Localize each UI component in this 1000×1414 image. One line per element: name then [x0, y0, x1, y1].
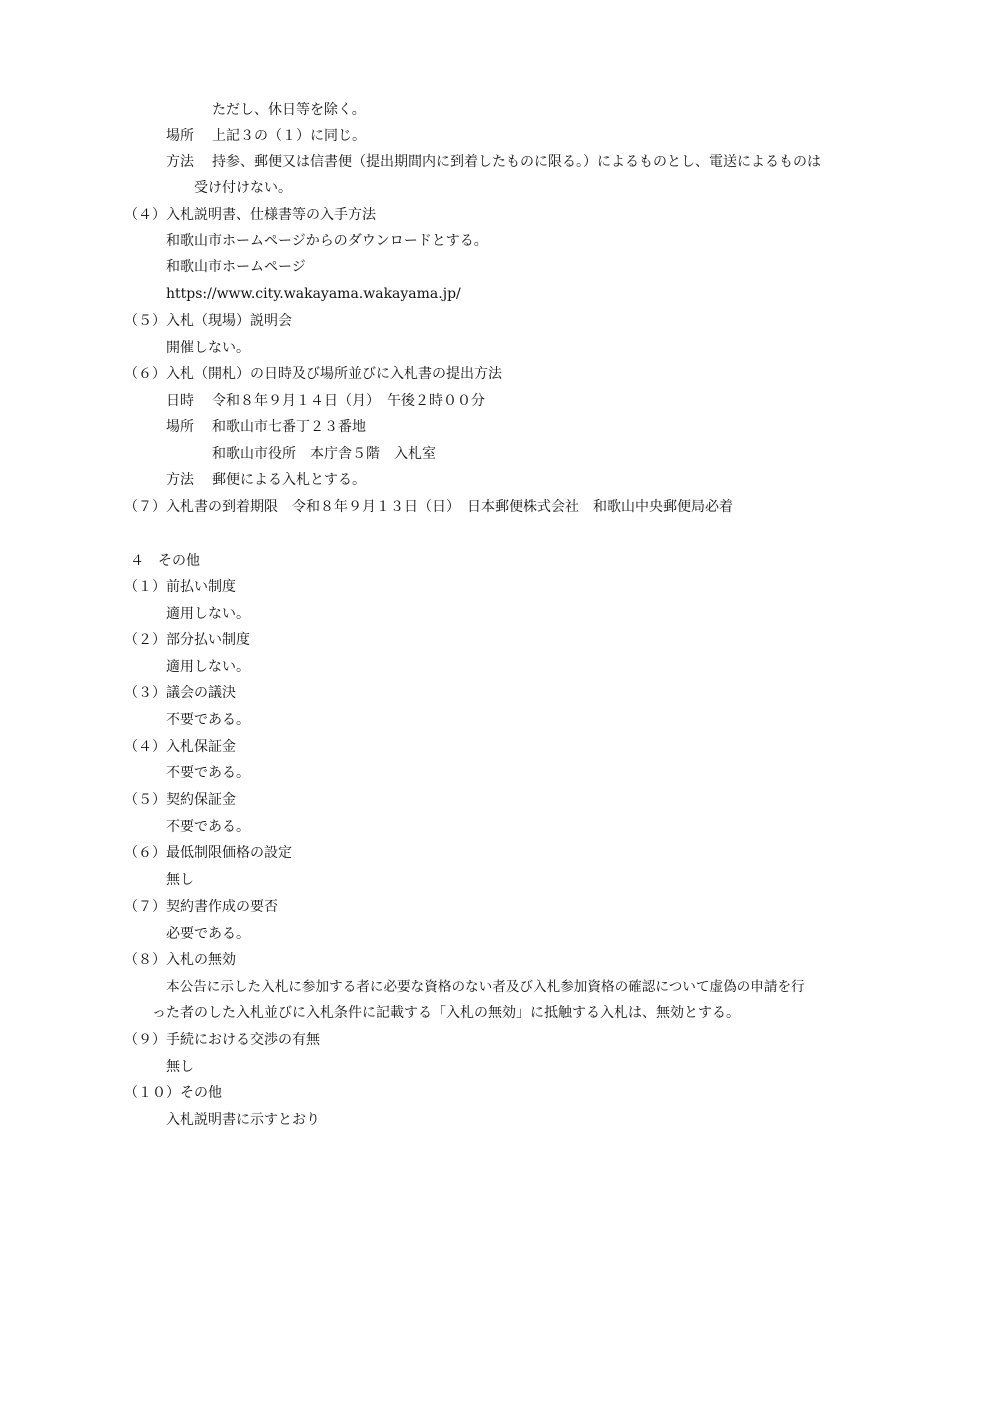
section4-item9-title: （９）手続における交渉の有無	[124, 1032, 320, 1048]
section4-item6-value: 無し	[166, 872, 194, 888]
place-label: 場所	[166, 128, 194, 144]
section4-item9-value: 無し	[166, 1059, 194, 1075]
item6-place-value1: 和歌山市七番丁２３番地	[212, 419, 366, 435]
section4-item8-title: （８）入札の無効	[124, 952, 236, 968]
section4-item10-title: （１０）その他	[124, 1085, 222, 1101]
section4-item1-title: （１）前払い制度	[124, 579, 236, 595]
method-value: 持参、郵便又は信書便（提出期間内に到着したものに限る。）によるものとし、電送によるものは	[212, 154, 821, 170]
item6-method	[166, 470, 366, 490]
submission-place	[166, 126, 366, 146]
section4-item1-value: 適用しない。	[166, 606, 250, 622]
item6-date-value: 令和８年９月１４日（月） 午後２時００分	[212, 393, 485, 409]
item4-title: （４）入札説明書、仕様書等の入手方法	[124, 207, 376, 223]
section4-item2-title: （２）部分払い制度	[124, 632, 250, 648]
section4-heading: ４ その他	[130, 553, 200, 569]
method-label: 方法	[166, 154, 194, 170]
item6-title: （６）入札（開札）の日時及び場所並びに入札書の提出方法	[124, 366, 502, 382]
section4-item5-title: （５）契約保証金	[124, 792, 236, 808]
item5-title: （５）入札（現場）説明会	[124, 313, 292, 329]
method-continuation: 受け付けない。	[194, 180, 292, 196]
section4-item4-title: （４）入札保証金	[124, 739, 236, 755]
item6-date-label: 日時	[166, 393, 194, 409]
section4-item7-value: 必要である。	[166, 926, 250, 942]
item6-place-label: 場所	[166, 419, 194, 435]
holiday-note: ただし、休日等を除く。	[212, 102, 366, 118]
section4-item3-title: （３）議会の議決	[124, 685, 236, 701]
item4-line2: 和歌山市ホームページ	[166, 259, 306, 275]
section4-item10-value: 入札説明書に示すとおり	[166, 1112, 320, 1128]
item6-place-value2: 和歌山市役所 本庁舎５階 入札室	[212, 446, 436, 462]
item4-line1: 和歌山市ホームページからのダウンロードとする。	[166, 233, 488, 249]
submission-method	[166, 152, 821, 172]
item6-method-value: 郵便による入札とする。	[212, 472, 366, 488]
section4-item5-value: 不要である。	[166, 819, 250, 835]
item6-method-label: 方法	[166, 472, 194, 488]
section4-item8-value: 本公告に示した入札に参加する者に必要な資格のない者及び入札参加資格の確認について虚偽の申請を行	[166, 979, 805, 995]
place-value: 上記３の（１）に同じ。	[212, 128, 366, 144]
section4-item4-value: 不要である。	[166, 765, 250, 781]
item7: （７）入札書の到着期限 令和８年９月１３日（日） 日本郵便株式会社 和歌山中央郵便局必着	[124, 499, 733, 515]
section4-item7-title: （７）契約書作成の要否	[124, 899, 278, 915]
section4-item2-value: 適用しない。	[166, 659, 250, 675]
section4-item3-value: 不要である。	[166, 712, 250, 728]
item6-date	[166, 391, 485, 411]
section4-item8-value-cont: った者のした入札並びに入札条件に記載する「入札の無効」に抵触する入札は、無効とする。	[152, 1005, 740, 1021]
item4-url: https://www.city.wakayama.wakayama.jp/	[166, 286, 461, 302]
section4-item6-title: （６）最低制限価格の設定	[124, 845, 292, 861]
item5-value: 開催しない。	[166, 340, 250, 356]
item6-place	[166, 417, 366, 437]
